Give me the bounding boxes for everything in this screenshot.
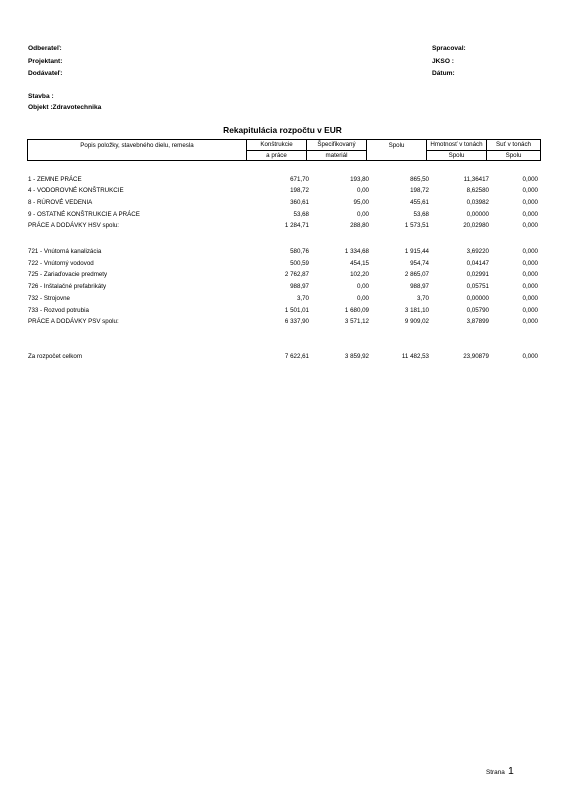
page-label: Strana xyxy=(486,769,505,776)
row-material: 288,80 xyxy=(350,222,369,229)
col-header-hmotnost: Hmotnosť v tonách xyxy=(427,140,487,151)
row-name: 732 - Strojovne xyxy=(28,295,70,302)
table-row-subtotal-hsv xyxy=(0,222,565,232)
col-header-hmotnost-sub: Spolu xyxy=(427,150,487,161)
row-name: 726 - Inštalačné prefabrikáty xyxy=(28,283,107,290)
row-material: 0,00 xyxy=(356,295,369,302)
row-sut: 0,000 xyxy=(522,187,538,194)
row-hmotnost: 0,00000 xyxy=(466,211,489,218)
col-header-sut: Suť v tonách xyxy=(487,140,541,151)
row-konstrukcie: 1 284,71 xyxy=(284,222,309,229)
table-row xyxy=(0,248,565,258)
row-name: 733 - Rozvod potrubia xyxy=(28,307,89,314)
table-row xyxy=(0,187,565,197)
page-number: 1 xyxy=(508,765,514,777)
row-spolu: 2 865,07 xyxy=(404,271,429,278)
column-header-table xyxy=(27,139,541,161)
row-hmotnost: 23,90879 xyxy=(463,353,489,360)
row-hmotnost: 0,00000 xyxy=(466,295,489,302)
row-material: 193,80 xyxy=(350,176,369,183)
col-header-specifikovany-sub: materiál xyxy=(307,150,367,161)
row-hmotnost: 3,69220 xyxy=(466,248,489,255)
col-header-spolu: Spolu xyxy=(367,140,427,161)
row-konstrukcie: 1 501,01 xyxy=(284,307,309,314)
row-name: PRÁCE A DODÁVKY HSV spolu: xyxy=(28,222,120,229)
spracoval-label: Spracoval: xyxy=(432,45,466,52)
row-spolu: 954,74 xyxy=(410,260,429,267)
row-hmotnost: 0,04147 xyxy=(466,260,489,267)
document-title: Rekapitulácia rozpočtu v EUR xyxy=(223,125,342,135)
row-konstrukcie: 988,97 xyxy=(290,283,309,290)
row-material: 0,00 xyxy=(356,187,369,194)
row-konstrukcie: 7 622,61 xyxy=(284,353,309,360)
row-spolu: 988,97 xyxy=(410,283,429,290)
row-konstrukcie: 500,59 xyxy=(290,260,309,267)
row-spolu: 11 482,53 xyxy=(401,353,429,360)
row-konstrukcie: 198,72 xyxy=(290,187,309,194)
row-spolu: 9 909,02 xyxy=(404,318,429,325)
row-spolu: 455,61 xyxy=(410,199,429,206)
col-header-specifikovany: Špecifikovaný xyxy=(307,140,367,151)
row-name: 9 - OSTATNÉ KONŠTRUKCIE A PRÁCE xyxy=(28,211,140,218)
col-header-konstrukcie: Konštrukcie xyxy=(247,140,307,151)
row-sut: 0,000 xyxy=(522,211,538,218)
row-name: 1 - ZEMNE PRÁCE xyxy=(28,176,82,183)
row-hmotnost: 0,02991 xyxy=(466,271,489,278)
row-spolu: 865,50 xyxy=(410,176,429,183)
row-konstrukcie: 671,70 xyxy=(290,176,309,183)
row-material: 3 571,12 xyxy=(344,318,369,325)
row-sut: 0,000 xyxy=(522,248,538,255)
row-spolu: 1 573,51 xyxy=(404,222,429,229)
jkso-label: JKSO : xyxy=(432,58,454,65)
row-name: 4 - VODOROVNÉ KONŠTRUKCIE xyxy=(28,187,124,194)
table-row xyxy=(0,271,565,281)
projektant-label: Projektant: xyxy=(28,58,63,65)
row-spolu: 198,72 xyxy=(410,187,429,194)
row-konstrukcie: 360,61 xyxy=(290,199,309,206)
row-material: 1 334,68 xyxy=(344,248,369,255)
table-row xyxy=(0,176,565,186)
row-hmotnost: 0,05790 xyxy=(466,307,489,314)
objekt-label: Objekt :Zdravotechnika xyxy=(28,104,102,111)
row-sut: 0,000 xyxy=(522,176,538,183)
row-name: PRÁCE A DODÁVKY PSV spolu: xyxy=(28,318,119,325)
row-konstrukcie: 3,70 xyxy=(296,295,309,302)
row-sut: 0,000 xyxy=(522,318,538,325)
table-row xyxy=(0,283,565,293)
row-material: 3 859,92 xyxy=(344,353,369,360)
row-konstrukcie: 580,76 xyxy=(290,248,309,255)
row-spolu: 3,70 xyxy=(416,295,429,302)
row-material: 95,00 xyxy=(353,199,369,206)
table-row xyxy=(0,260,565,270)
row-sut: 0,000 xyxy=(522,295,538,302)
row-hmotnost: 11,36417 xyxy=(463,176,489,183)
table-row-subtotal-psv xyxy=(0,318,565,328)
table-row xyxy=(0,295,565,305)
row-konstrukcie: 2 762,87 xyxy=(284,271,309,278)
table-row xyxy=(0,211,565,221)
row-hmotnost: 0,03982 xyxy=(466,199,489,206)
row-hmotnost: 20,02980 xyxy=(463,222,489,229)
row-konstrukcie: 53,68 xyxy=(293,211,309,218)
stavba-label: Stavba : xyxy=(28,93,54,100)
col-header-konstrukcie-sub: a práce xyxy=(247,150,307,161)
col-header-sut-sub: Spolu xyxy=(487,150,541,161)
table-row-grand-total xyxy=(0,353,565,363)
row-name: 725 - Zariaďovacie predmety xyxy=(28,271,108,278)
odberatel-label: Odberateľ: xyxy=(28,45,62,52)
row-spolu: 53,68 xyxy=(413,211,429,218)
row-name: 722 - Vnútorný vodovod xyxy=(28,260,94,267)
row-name: Za rozpočet celkom xyxy=(28,353,82,360)
row-material: 1 680,09 xyxy=(344,307,369,314)
row-hmotnost: 3,87899 xyxy=(466,318,489,325)
row-sut: 0,000 xyxy=(522,283,538,290)
dodavatel-label: Dodávateľ: xyxy=(28,70,63,77)
row-sut: 0,000 xyxy=(522,307,538,314)
row-spolu: 1 915,44 xyxy=(404,248,429,255)
row-name: 8 - RÚROVÉ VEDENIA xyxy=(28,199,93,206)
row-name: 721 - Vnútorná kanalizácia xyxy=(28,248,102,255)
row-material: 0,00 xyxy=(356,283,369,290)
row-sut: 0,000 xyxy=(522,199,538,206)
row-hmotnost: 8,62580 xyxy=(466,187,489,194)
row-sut: 0,000 xyxy=(522,353,538,360)
row-spolu: 3 181,10 xyxy=(404,307,429,314)
table-row xyxy=(0,199,565,209)
row-material: 454,15 xyxy=(350,260,369,267)
row-sut: 0,000 xyxy=(522,222,538,229)
datum-label: Dátum: xyxy=(432,70,455,77)
col-header-popis: Popis položky, stavebného dielu, remesla xyxy=(28,140,247,161)
row-sut: 0,000 xyxy=(522,260,538,267)
row-material: 102,20 xyxy=(350,271,369,278)
table-row xyxy=(0,307,565,317)
row-sut: 0,000 xyxy=(522,271,538,278)
row-hmotnost: 0,05751 xyxy=(466,283,489,290)
row-konstrukcie: 6 337,90 xyxy=(284,318,309,325)
row-material: 0,00 xyxy=(356,211,369,218)
